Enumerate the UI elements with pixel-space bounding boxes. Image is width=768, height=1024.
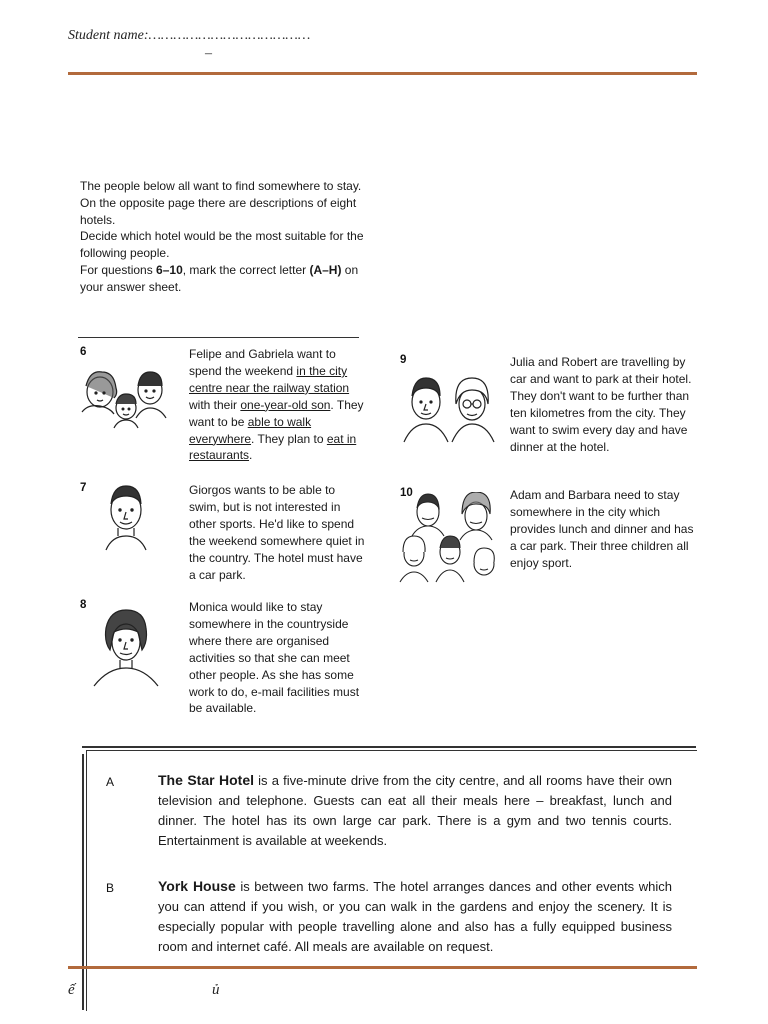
q6-text-part: . They plan to xyxy=(251,431,327,446)
q6-text-part: with their xyxy=(189,397,241,412)
instructions-block xyxy=(80,178,365,296)
question-number: 6 xyxy=(80,346,87,358)
q6-underline-son: one-year-old son xyxy=(240,397,331,412)
q6-underline-walk: able to walk everywhere xyxy=(189,414,312,446)
hotel-description-text: is between two farms. The hotel arranges dances and other events which you can attend if you wish, or you can walk in the gardens and enjoy the scenery. It is especially popular with people travelling alone and also has a fully equipped business room and internet café. All meals are available on request. xyxy=(158,879,672,954)
header-dash: – xyxy=(205,46,212,61)
man-portrait-icon xyxy=(100,482,152,557)
question-8-text: Monica would like to stay somewhere in the countryside where there are organised activities so that she can meet other people. As she has some work to do, e-mail facilities must be available. xyxy=(189,600,360,716)
hotel-a-description xyxy=(158,770,672,851)
hotel-letter: A xyxy=(106,775,115,789)
hotel-box-border xyxy=(82,746,696,748)
question-number: 9 xyxy=(400,354,407,366)
question-number: 10 xyxy=(400,487,413,499)
question-number: 7 xyxy=(80,482,87,494)
student-name-field: Student name:………………………………… xyxy=(68,28,311,43)
question-number: 8 xyxy=(80,599,87,611)
q6-text-part: Felipe and Gabriela want to spend the weekend xyxy=(189,347,336,378)
bold-token: 6–10 xyxy=(156,262,183,277)
footer-rule xyxy=(68,966,697,969)
q6-text-part: . xyxy=(249,448,253,463)
hotel-letter: B xyxy=(106,881,115,895)
hotel-b-description xyxy=(158,876,672,957)
family-of-three-portrait-icon xyxy=(78,366,176,435)
q6-text-part: . They want to be xyxy=(189,397,364,429)
hotel-name: The Star Hotel xyxy=(158,772,254,788)
hotel-description-text: is a five-minute drive from the city centre, and all rooms have their own television and telephone. Guests can eat all their meals here – breakfast, lunch and dinner. The hotel has its own large car park. There is a gym and two tennis courts. Entertainment is available at weekends. xyxy=(158,773,672,848)
header-rule xyxy=(68,72,697,75)
woman-portrait-icon xyxy=(92,608,160,695)
footer-char-right: ủ xyxy=(212,982,220,998)
q6-underline-city-centre: in the city centre near the railway station xyxy=(189,363,350,395)
question-7-text: Giorgos wants to be able to swim, but is not interested in other sports. He'd like to spend the weekend somewhere quiet in the country. The hotel must have a car park. xyxy=(189,483,365,582)
bold-token: (A–H) xyxy=(309,262,342,277)
instructions-divider xyxy=(78,337,359,338)
hotel-box-border xyxy=(82,754,84,1010)
couple-portrait-icon xyxy=(400,374,500,449)
question-10-text: Adam and Barbara need to stay somewhere in the city which provides lunch and dinner and has a car park. Their three children all enjoy sport. xyxy=(510,488,694,570)
instruction-line-3: Decide which hotel would be the most suitable for the following people. xyxy=(80,229,364,261)
hotel-name: York House xyxy=(158,878,236,894)
q6-underline-restaurants: eat in restaurants xyxy=(189,431,357,463)
instruction-line-1: The people below all want to find somewhere to stay. xyxy=(80,179,362,193)
family-of-five-portrait-icon xyxy=(398,492,502,589)
question-6-text xyxy=(189,346,369,464)
footer-char-left: ế xyxy=(68,982,75,998)
instruction-line-4: For questions 6–10, mark the correct letter (A–H) on your answer sheet. xyxy=(80,262,359,294)
instruction-line-2: On the opposite page there are descriptions of eight hotels. xyxy=(80,195,357,227)
question-9-text: Julia and Robert are travelling by car and want to park at their hotel. They don't want to be further than ten kilometres from the city. They want to swim every day and have dinner at the hotel. xyxy=(510,355,692,454)
